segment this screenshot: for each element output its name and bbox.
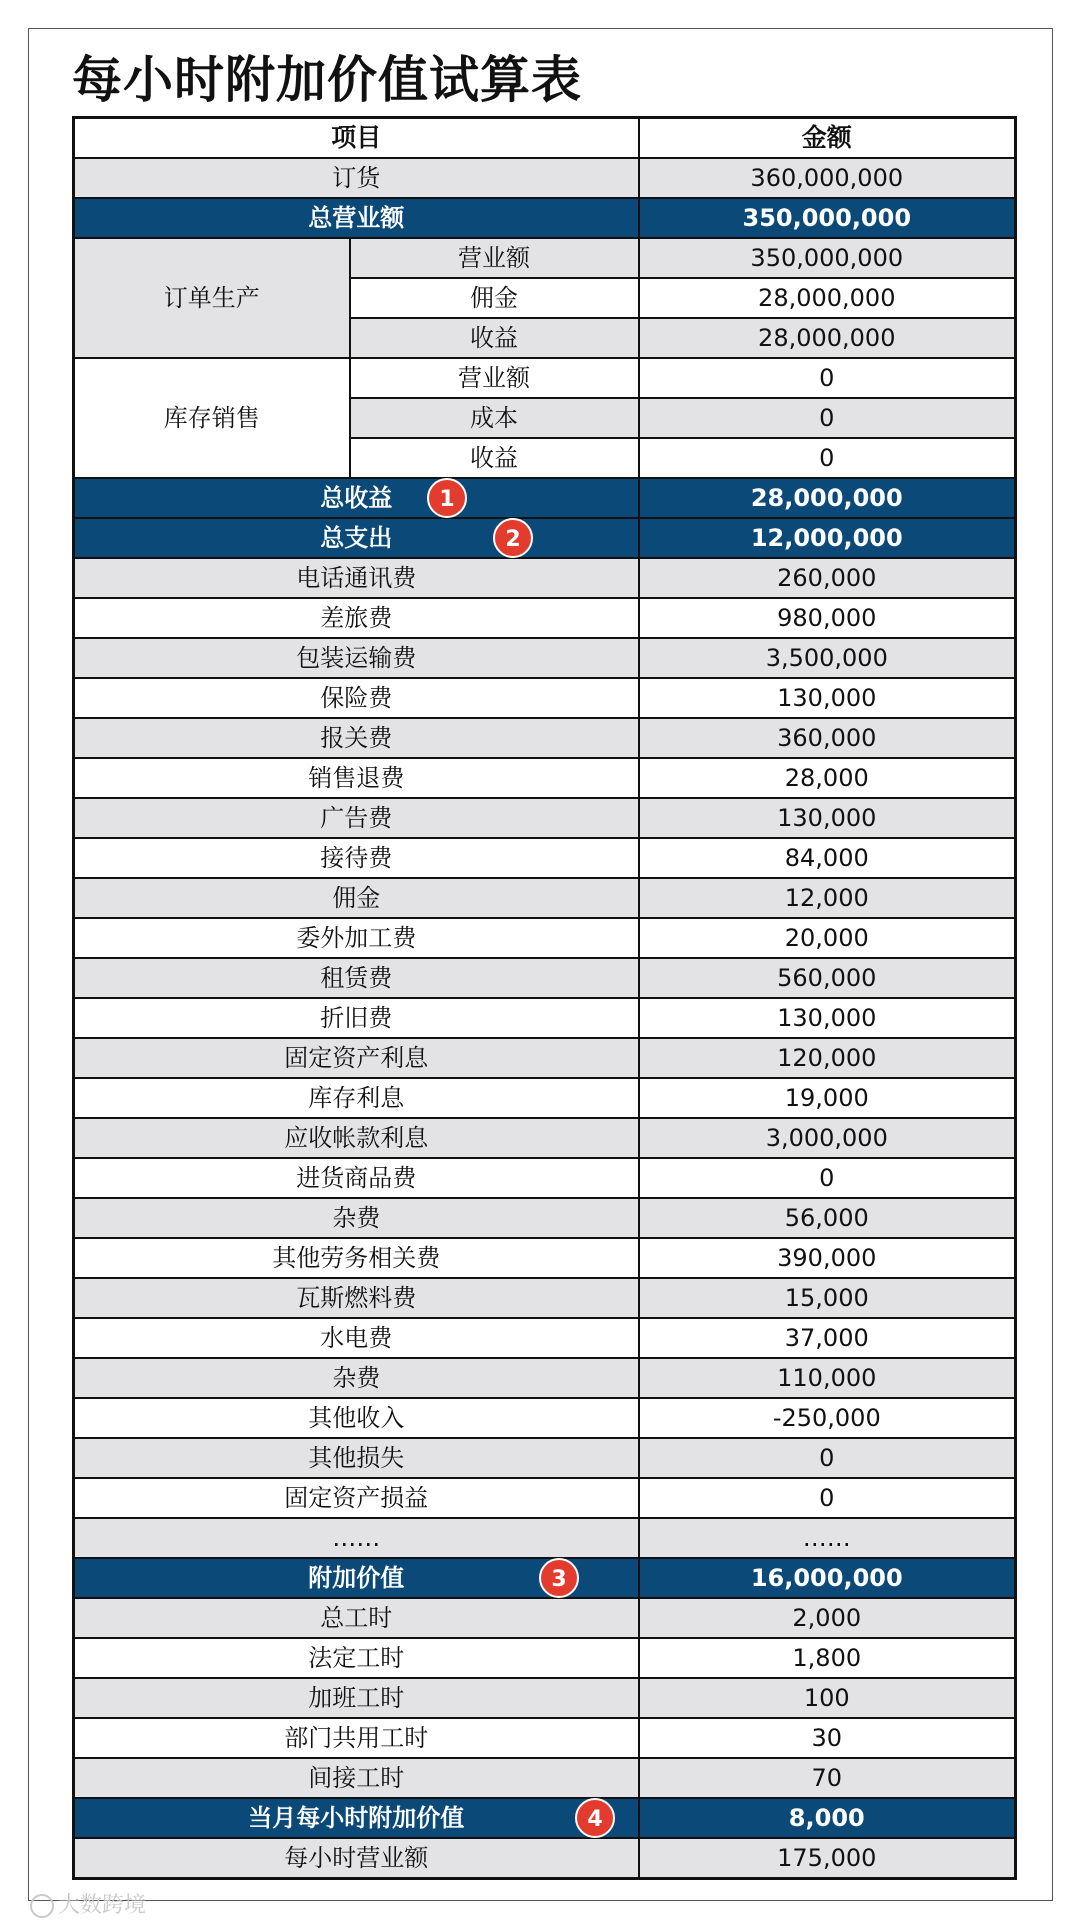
table-row [74,558,1016,598]
table-row [74,1758,1016,1798]
row-value: -250,000 [639,1398,1016,1438]
total-expense-row [74,518,1016,558]
row-value: 0 [639,1158,1016,1198]
row-label: 进货商品费 [74,1158,639,1198]
table-row [74,1398,1016,1438]
row-label: 固定资产损益 [74,1478,639,1518]
table-row [74,1518,1016,1558]
table-row [74,358,1016,398]
table-row [74,918,1016,958]
row-value: 30 [639,1718,1016,1758]
table-row [74,798,1016,838]
row-value: 8,000 [639,1798,1016,1838]
value-added-row [74,1558,1016,1598]
row-value: 20,000 [639,918,1016,958]
row-label: 部门共用工时 [74,1718,639,1758]
row-value: 12,000,000 [639,518,1016,558]
row-value: 3,000,000 [639,1118,1016,1158]
row-label: 杂费 [74,1358,639,1398]
row-value: 28,000,000 [639,478,1016,518]
row-value: 360,000 [639,718,1016,758]
row-label: 营业额 [350,358,639,398]
row-value: 19,000 [639,1078,1016,1118]
row-label: 总收益 [320,484,393,512]
table-row [74,1438,1016,1478]
row-value: 175,000 [639,1838,1016,1879]
row-value: 0 [639,1438,1016,1478]
row-value: 130,000 [639,798,1016,838]
row-label: 每小时营业额 [74,1838,639,1879]
table-row [74,1598,1016,1638]
total-profit-row [74,478,1016,518]
row-label: 租赁费 [74,958,639,998]
row-value: 0 [639,1478,1016,1518]
table-row [74,758,1016,798]
row-label: 当月每小时附加价值 [248,1804,465,1832]
row-value: 1,800 [639,1638,1016,1678]
row-value: 100 [639,1678,1016,1718]
group-order-production: 订单生产 [74,238,350,358]
table-row [74,1198,1016,1238]
row-value: 350,000,000 [639,238,1016,278]
row-label: 加班工时 [74,1678,639,1718]
row-value: 560,000 [639,958,1016,998]
row-value: 56,000 [639,1198,1016,1238]
row-value: 28,000,000 [639,318,1016,358]
row-value: 28,000 [639,758,1016,798]
header-item: 项目 [74,118,639,159]
row-value: 84,000 [639,838,1016,878]
expense-rows [74,558,1016,1558]
row-value: 0 [639,438,1016,478]
table-row [74,1358,1016,1398]
row-label-cell [74,1558,639,1598]
value-added-table [72,116,1017,1880]
row-label: 包装运输费 [74,638,639,678]
row-value: 130,000 [639,998,1016,1038]
header-amount: 金额 [639,118,1016,159]
row-label: 成本 [350,398,639,438]
table-row [74,1038,1016,1078]
table-row [74,678,1016,718]
row-value: 360,000,000 [639,158,1016,198]
row-label: 佣金 [350,278,639,318]
row-label: 库存利息 [74,1078,639,1118]
table-row [74,838,1016,878]
row-value: 980,000 [639,598,1016,638]
total-revenue-row [74,198,1016,238]
table-row [74,1318,1016,1358]
table-header [74,118,1016,159]
table-row [74,1678,1016,1718]
row-label: 委外加工费 [74,918,639,958]
row-value: 16,000,000 [639,1558,1016,1598]
badge-4: 4 [575,1798,615,1838]
row-value: 3,500,000 [639,638,1016,678]
table-row [74,718,1016,758]
row-label: 应收帐款利息 [74,1118,639,1158]
hourly-value-added-row [74,1798,1016,1838]
page-title: 每小时附加价值试算表 [72,51,582,109]
table-row [74,1838,1016,1879]
group-inventory-sales: 库存销售 [74,358,350,478]
row-label: 总支出 [320,524,393,552]
row-label: 其他劳务相关费 [74,1238,639,1278]
row-label: 佣金 [74,878,639,918]
table-row [74,998,1016,1038]
table-row [74,1238,1016,1278]
table-row [74,1278,1016,1318]
row-value: …… [639,1518,1016,1558]
row-label: 间接工时 [74,1758,639,1798]
row-label: 收益 [350,438,639,478]
row-label: 固定资产利息 [74,1038,639,1078]
row-label: 总工时 [74,1598,639,1638]
row-label: …… [74,1518,639,1558]
row-label: 折旧费 [74,998,639,1038]
table-row [74,638,1016,678]
watermark-logo-icon [30,1894,54,1918]
badge-3: 3 [539,1558,579,1598]
row-label: 法定工时 [74,1638,639,1678]
badge-2: 2 [493,518,533,558]
table-row [74,598,1016,638]
row-label: 差旅费 [74,598,639,638]
row-value: 28,000,000 [639,278,1016,318]
table-row [74,158,1016,198]
row-value: 70 [639,1758,1016,1798]
row-value: 0 [639,358,1016,398]
row-label: 接待费 [74,838,639,878]
table-row [74,1718,1016,1758]
row-value: 130,000 [639,678,1016,718]
row-label: 收益 [350,318,639,358]
row-label: 保险费 [74,678,639,718]
row-label: 报关费 [74,718,639,758]
row-value: 260,000 [639,558,1016,598]
hours-rows [74,1598,1016,1798]
watermark [30,1888,146,1919]
row-label: 杂费 [74,1198,639,1238]
row-label: 营业额 [350,238,639,278]
table-row [74,1478,1016,1518]
row-value: 350,000,000 [639,198,1016,238]
row-label: 附加价值 [308,1564,405,1592]
row-value: 0 [639,398,1016,438]
row-label-cell [74,1798,639,1838]
table-row [74,958,1016,998]
table-row [74,1118,1016,1158]
row-label: 水电费 [74,1318,639,1358]
row-label: 电话通讯费 [74,558,639,598]
row-value: 15,000 [639,1278,1016,1318]
row-label: 总营业额 [74,198,639,238]
table-row [74,1078,1016,1118]
watermark-text: 大数跨境 [58,1893,147,1918]
row-label: 销售退费 [74,758,639,798]
row-label: 其他损失 [74,1438,639,1478]
row-value: 390,000 [639,1238,1016,1278]
row-value: 37,000 [639,1318,1016,1358]
table-row [74,1158,1016,1198]
row-value: 110,000 [639,1358,1016,1398]
row-value: 2,000 [639,1598,1016,1638]
row-label: 订货 [74,158,639,198]
table-row [74,238,1016,278]
row-label: 瓦斯燃料费 [74,1278,639,1318]
row-label-cell [74,478,639,518]
row-label-cell [74,518,639,558]
badge-1: 1 [427,478,467,518]
row-label: 广告费 [74,798,639,838]
row-value: 12,000 [639,878,1016,918]
row-label: 其他收入 [74,1398,639,1438]
table-row [74,1638,1016,1678]
row-value: 120,000 [639,1038,1016,1078]
table-row [74,878,1016,918]
